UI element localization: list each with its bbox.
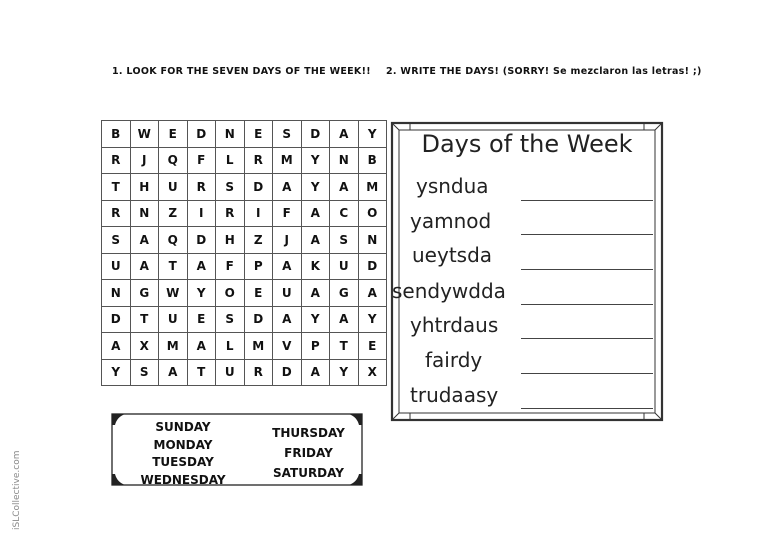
- scrambled-days-title: Days of the Week: [421, 130, 633, 158]
- grid-cell: M: [358, 174, 387, 201]
- grid-cell: U: [330, 253, 359, 280]
- scrambled-word: yhtrdaus: [410, 313, 499, 337]
- grid-cell: U: [102, 253, 131, 280]
- grid-cell: M: [244, 333, 273, 360]
- word-bank-word: TUESDAY: [152, 455, 214, 469]
- grid-cell: A: [301, 359, 330, 386]
- grid-cell: Q: [159, 147, 188, 174]
- grid-cell: D: [301, 121, 330, 148]
- watermark: iSLCollective.com: [12, 450, 22, 530]
- grid-cell: A: [273, 174, 302, 201]
- grid-cell: O: [358, 200, 387, 227]
- grid-cell: A: [273, 306, 302, 333]
- answer-line: [521, 200, 653, 201]
- grid-cell: H: [130, 174, 159, 201]
- grid-cell: X: [130, 333, 159, 360]
- grid-cell: G: [130, 280, 159, 307]
- grid-cell: G: [330, 280, 359, 307]
- grid-row: [102, 280, 387, 307]
- grid-cell: N: [102, 280, 131, 307]
- grid-cell: Y: [358, 306, 387, 333]
- answer-line: [521, 338, 653, 339]
- grid-cell: S: [102, 227, 131, 254]
- grid-cell: D: [358, 253, 387, 280]
- grid-cell: E: [187, 306, 216, 333]
- grid-cell: F: [187, 147, 216, 174]
- grid-cell: A: [130, 227, 159, 254]
- answer-line: [521, 234, 653, 235]
- grid-cell: S: [216, 306, 245, 333]
- grid-cell: K: [301, 253, 330, 280]
- grid-cell: D: [102, 306, 131, 333]
- grid-cell: A: [102, 333, 131, 360]
- answer-line: [521, 408, 653, 409]
- grid-cell: Y: [330, 359, 359, 386]
- grid-cell: M: [273, 147, 302, 174]
- word-bank-word: SATURDAY: [273, 466, 344, 480]
- grid-cell: R: [187, 174, 216, 201]
- grid-row: [102, 200, 387, 227]
- grid-cell: E: [358, 333, 387, 360]
- word-bank-word: WEDNESDAY: [140, 472, 226, 487]
- instruction-write-days: 2. WRITE THE DAYS! (SORRY! Se mezclaron las letras! ;): [386, 66, 702, 77]
- grid-cell: P: [244, 253, 273, 280]
- grid-cell: D: [187, 227, 216, 254]
- grid-cell: S: [273, 121, 302, 148]
- grid-cell: A: [330, 306, 359, 333]
- scrambled-word: trudaasy: [410, 383, 499, 407]
- grid-cell: I: [187, 200, 216, 227]
- grid-cell: S: [216, 174, 245, 201]
- grid-cell: E: [244, 121, 273, 148]
- grid-cell: S: [330, 227, 359, 254]
- grid-cell: U: [273, 280, 302, 307]
- grid-cell: T: [159, 253, 188, 280]
- grid-cell: R: [244, 359, 273, 386]
- word-bank: [111, 411, 363, 487]
- grid-cell: W: [159, 280, 188, 307]
- grid-cell: R: [102, 147, 131, 174]
- word-bank-word: THURSDAY: [272, 426, 345, 440]
- grid-cell: Y: [358, 121, 387, 148]
- grid-cell: U: [159, 174, 188, 201]
- grid-cell: T: [102, 174, 131, 201]
- grid-cell: V: [273, 333, 302, 360]
- grid-cell: N: [330, 147, 359, 174]
- scrambled-word: ysndua: [416, 174, 489, 198]
- grid-cell: A: [159, 359, 188, 386]
- grid-cell: Y: [301, 306, 330, 333]
- scrambled-days-frame: [388, 118, 666, 424]
- grid-cell: A: [330, 121, 359, 148]
- answer-line: [521, 304, 653, 305]
- grid-cell: A: [358, 280, 387, 307]
- grid-cell: I: [244, 200, 273, 227]
- grid-cell: Y: [301, 174, 330, 201]
- grid-cell: E: [159, 121, 188, 148]
- grid-row: [102, 174, 387, 201]
- scrambled-days-box: [388, 118, 666, 424]
- grid-cell: L: [216, 147, 245, 174]
- grid-row: [102, 306, 387, 333]
- grid-cell: U: [216, 359, 245, 386]
- grid-cell: A: [130, 253, 159, 280]
- word-bank-word: SUNDAY: [155, 420, 211, 434]
- grid-cell: T: [187, 359, 216, 386]
- grid-cell: B: [102, 121, 131, 148]
- grid-cell: N: [130, 200, 159, 227]
- grid-cell: W: [130, 121, 159, 148]
- grid-cell: D: [244, 174, 273, 201]
- grid-cell: A: [301, 227, 330, 254]
- grid-cell: Y: [187, 280, 216, 307]
- scrambled-word: ueytsda: [412, 243, 493, 267]
- grid-cell: R: [216, 200, 245, 227]
- scrambled-word: yamnod: [410, 209, 492, 233]
- grid-cell: A: [187, 333, 216, 360]
- grid-row: [102, 253, 387, 280]
- grid-cell: M: [159, 333, 188, 360]
- grid-cell: A: [273, 253, 302, 280]
- instruction-find-days: 1. LOOK FOR THE SEVEN DAYS OF THE WEEK!!: [112, 66, 371, 77]
- grid-cell: J: [273, 227, 302, 254]
- grid-cell: B: [358, 147, 387, 174]
- grid-cell: R: [102, 200, 131, 227]
- word-bank-right-column: [256, 423, 361, 483]
- grid-cell: E: [244, 280, 273, 307]
- grid-cell: A: [330, 174, 359, 201]
- answer-line: [521, 269, 653, 270]
- grid-cell: Z: [244, 227, 273, 254]
- grid-cell: D: [187, 121, 216, 148]
- grid-cell: F: [216, 253, 245, 280]
- grid-cell: D: [273, 359, 302, 386]
- grid-cell: Q: [159, 227, 188, 254]
- grid-cell: L: [216, 333, 245, 360]
- grid-row: [102, 227, 387, 254]
- grid-cell: C: [330, 200, 359, 227]
- grid-cell: J: [130, 147, 159, 174]
- grid-cell: Y: [102, 359, 131, 386]
- grid-cell: A: [301, 200, 330, 227]
- grid-cell: Z: [159, 200, 188, 227]
- grid-row: [102, 121, 387, 148]
- grid-cell: U: [159, 306, 188, 333]
- word-search-grid: [101, 120, 387, 386]
- word-bank-left-column: [123, 419, 243, 489]
- grid-cell: N: [358, 227, 387, 254]
- grid-row: [102, 333, 387, 360]
- grid-cell: O: [216, 280, 245, 307]
- grid-cell: Y: [301, 147, 330, 174]
- grid-cell: P: [301, 333, 330, 360]
- grid-row: [102, 147, 387, 174]
- word-bank-word: MONDAY: [153, 437, 213, 452]
- grid-cell: R: [244, 147, 273, 174]
- grid-cell: H: [216, 227, 245, 254]
- grid-cell: T: [130, 306, 159, 333]
- grid-cell: T: [330, 333, 359, 360]
- answer-line: [521, 373, 653, 374]
- grid-cell: A: [187, 253, 216, 280]
- grid-cell: D: [244, 306, 273, 333]
- scrambled-word: fairdy: [425, 348, 483, 372]
- scrambled-word: sendywdda: [392, 279, 506, 303]
- word-bank-word: FRIDAY: [284, 446, 333, 460]
- grid-row: [102, 359, 387, 386]
- grid-cell: X: [358, 359, 387, 386]
- grid-cell: S: [130, 359, 159, 386]
- grid-cell: F: [273, 200, 302, 227]
- grid-cell: A: [301, 280, 330, 307]
- grid-cell: N: [216, 121, 245, 148]
